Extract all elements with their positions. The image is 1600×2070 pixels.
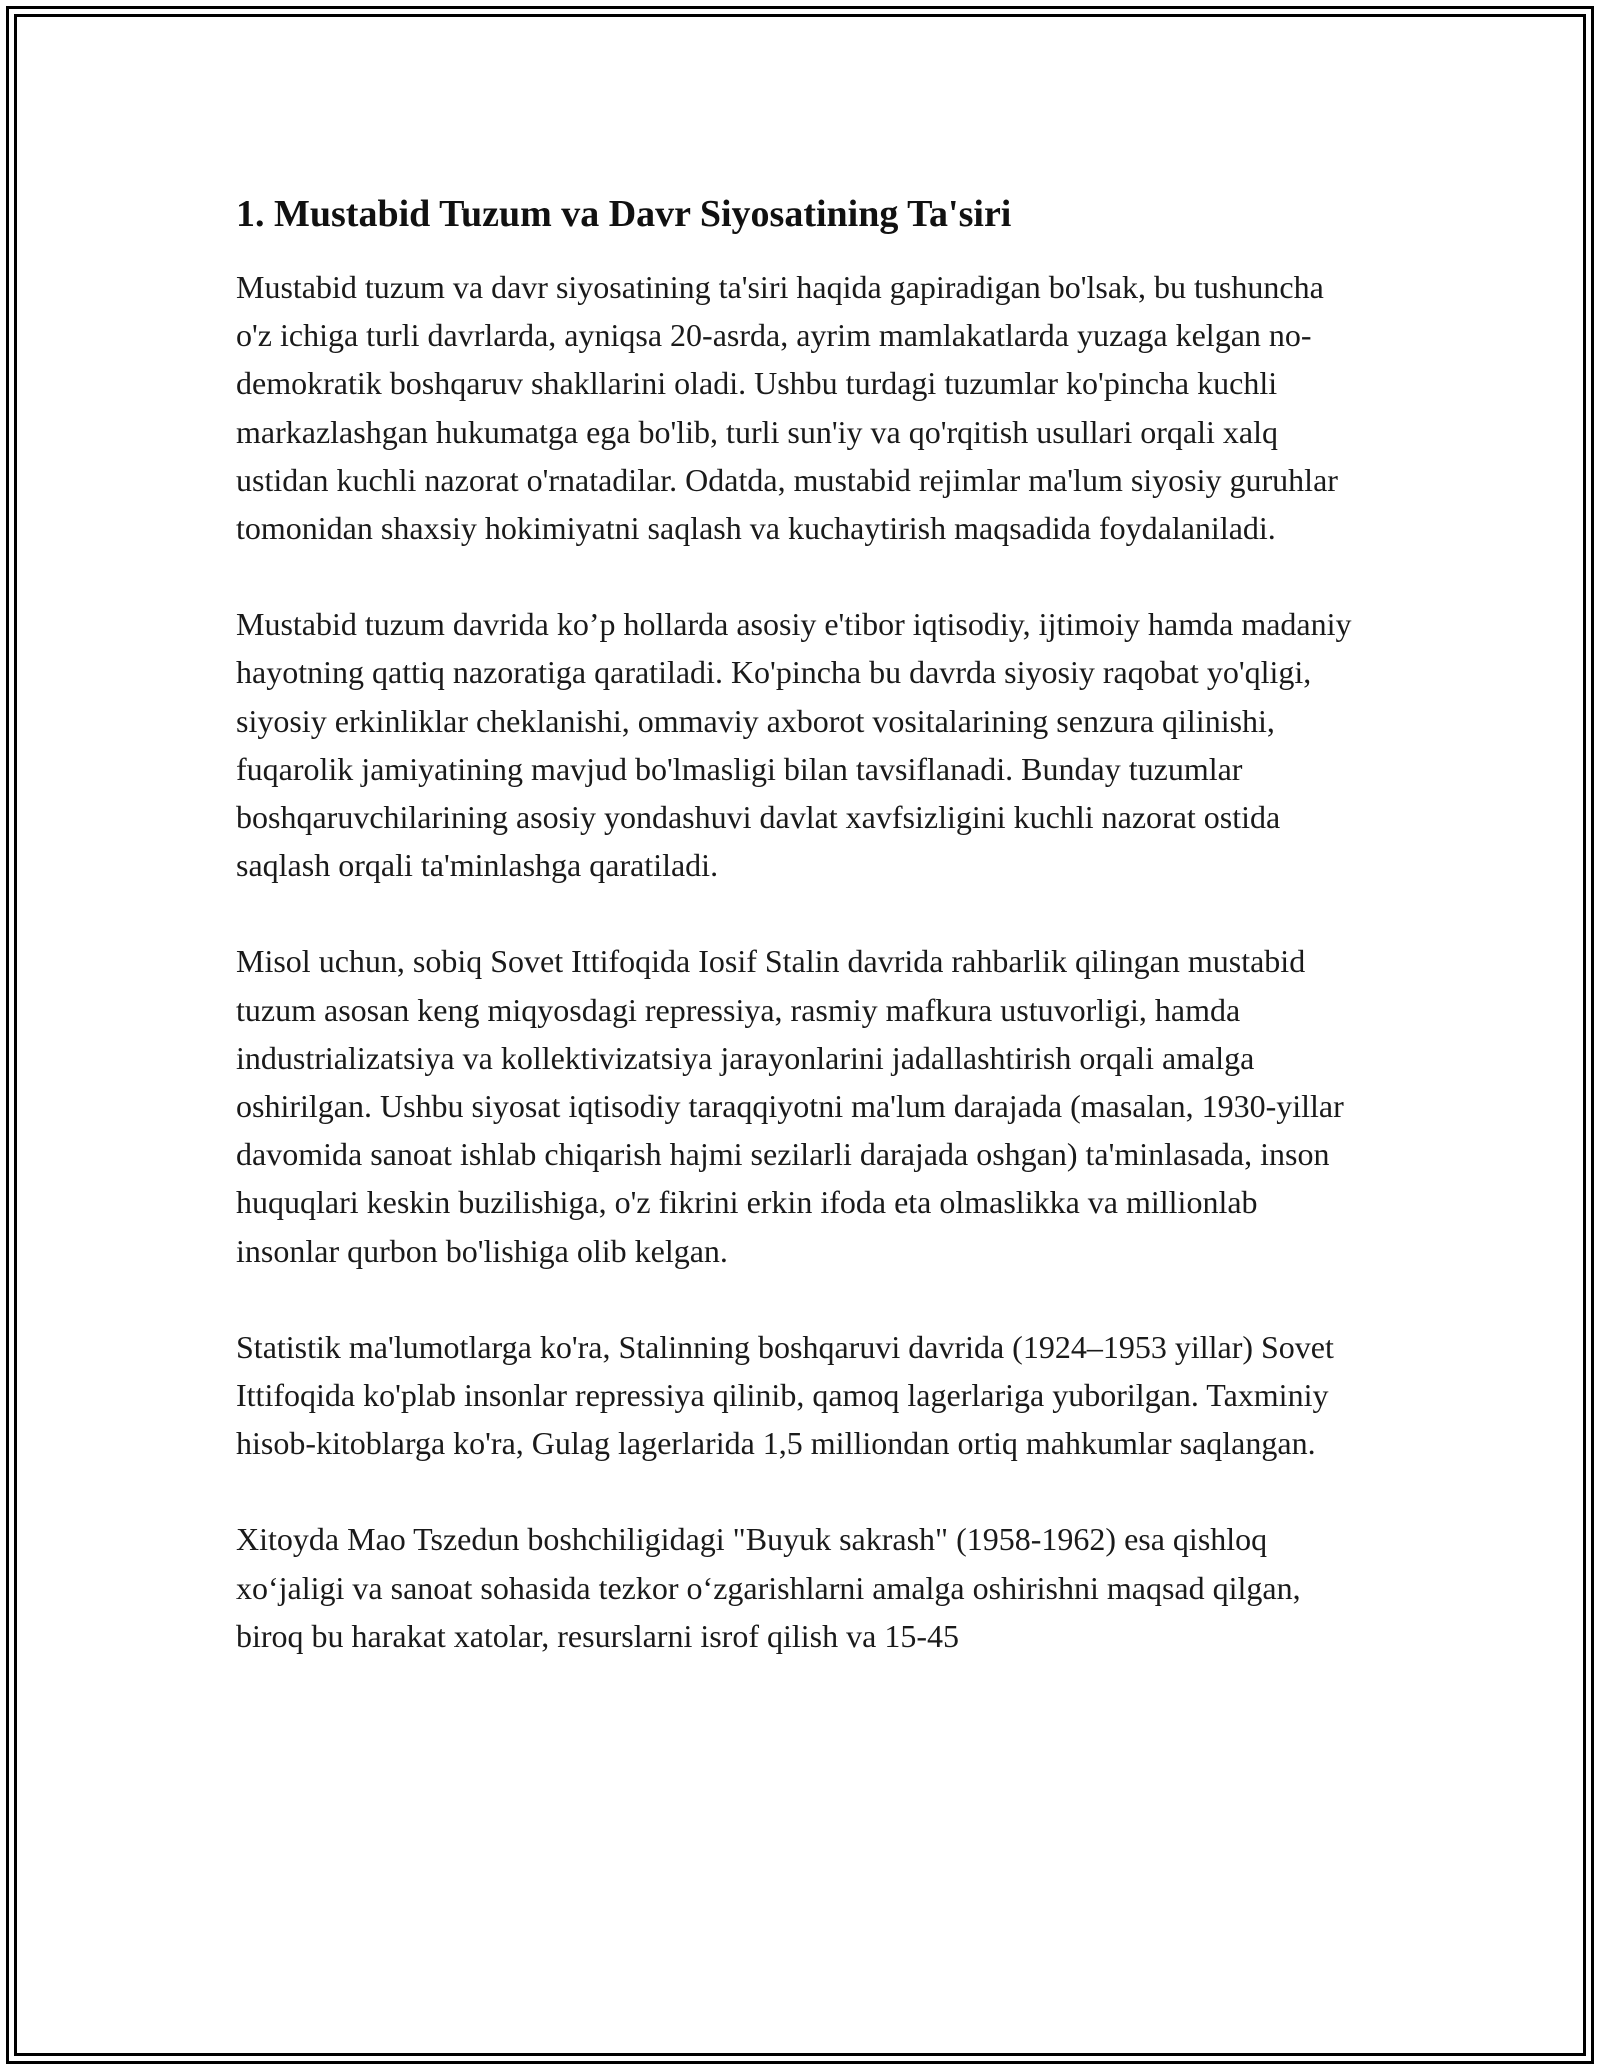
paragraph-4: Statistik ma'lumotlarga ko'ra, Stalinning boshqaruvi davrida (1924–1953 yillar) Sovet Ittifoqida ko'plab insonlar repressiya qilinib, qamoq lagerlariga yuborilgan. Taxminiy hisob-kitoblarga ko'ra, Gulag lagerlarida 1,5 milliondan ortiq mahkumlar saqlangan. [236, 1328, 1334, 1462]
document-body [236, 185, 1366, 1708]
paragraph-5: Xitoyda Mao Tszedun boshchiligidagi "Buyuk sakrash" (1958-1962) esa qishloq xo‘jaligi va sanoat sohasida tezkor o‘zgarishlarni amalga oshirishni maqsad qilgan, biroq bu harakat xatolar, resurslarni isrof qilish va 15-45 [236, 1521, 1301, 1654]
paragraph-2: Mustabid tuzum davrida ko’p hollarda asosiy e'tibor iqtisodiy, ijtimoiy hamda madaniy hayotning qattiq nazoratiga qaratiladi. Ko'pincha bu davrda siyosiy raqobat yo'qligi, siyosiy erkinliklar cheklanishi, ommaviy axborot vositalarining senzura qilinishi, fuqarolik jamiyatining mavjud bo'lmasligi bilan tavsiflanadi. Bunday tuzumlar boshqaruvchilarining asosiy yondashuvi davlat xavfsizligini kuchli nazorat ostida saqlash orqali ta'minlashga qaratiladi. [236, 606, 1352, 884]
section-heading: 1. Mustabid Tuzum va Davr Siyosatining Ta'siri [236, 193, 1012, 235]
paragraph-3: Misol uchun, sobiq Sovet Ittifoqida Iosif Stalin davrida rahbarlik qilingan mustabid tuzum asosan keng miqyosdagi repressiya, rasmiy mafkura ustuvorligi, hamda industrializatsiya va kollektivizatsiya jarayonlarini jadallashtirish orqali amalga oshirilgan. Ushbu siyosat iqtisodiy taraqqiyotni ma'lum darajada (masalan, 1930-yillar davomida sanoat ishlab chiqarish hajmi sezilarli darajada oshgan) ta'minlasada, inson huquqlari keskin buzilishiga, o'z fikrini erkin ifoda eta olmaslikka va millionlab insonlar qurbon bo'lishiga olib kelgan. [236, 943, 1344, 1269]
paragraph-1: Mustabid tuzum va davr siyosatining ta'siri haqida gapiradigan bo'lsak, bu tushuncha o'z ichiga turli davrlarda, ayniqsa 20-asrda, ayrim mamlakatlarda yuzaga kelgan no-demokratik boshqaruv shakllarini oladi. Ushbu turdagi tuzumlar ko'pincha kuchli markazlashgan hukumatga ega bo'lib, turli sun'iy va qo'rqitish usullari orqali xalq ustidan kuchli nazorat o'rnatadilar. Odatda, mustabid rejimlar ma'lum siyosiy guruhlar tomonidan shaxsiy hokimiyatni saqlash va kuchaytirish maqsadida foydalaniladi. [236, 269, 1338, 547]
